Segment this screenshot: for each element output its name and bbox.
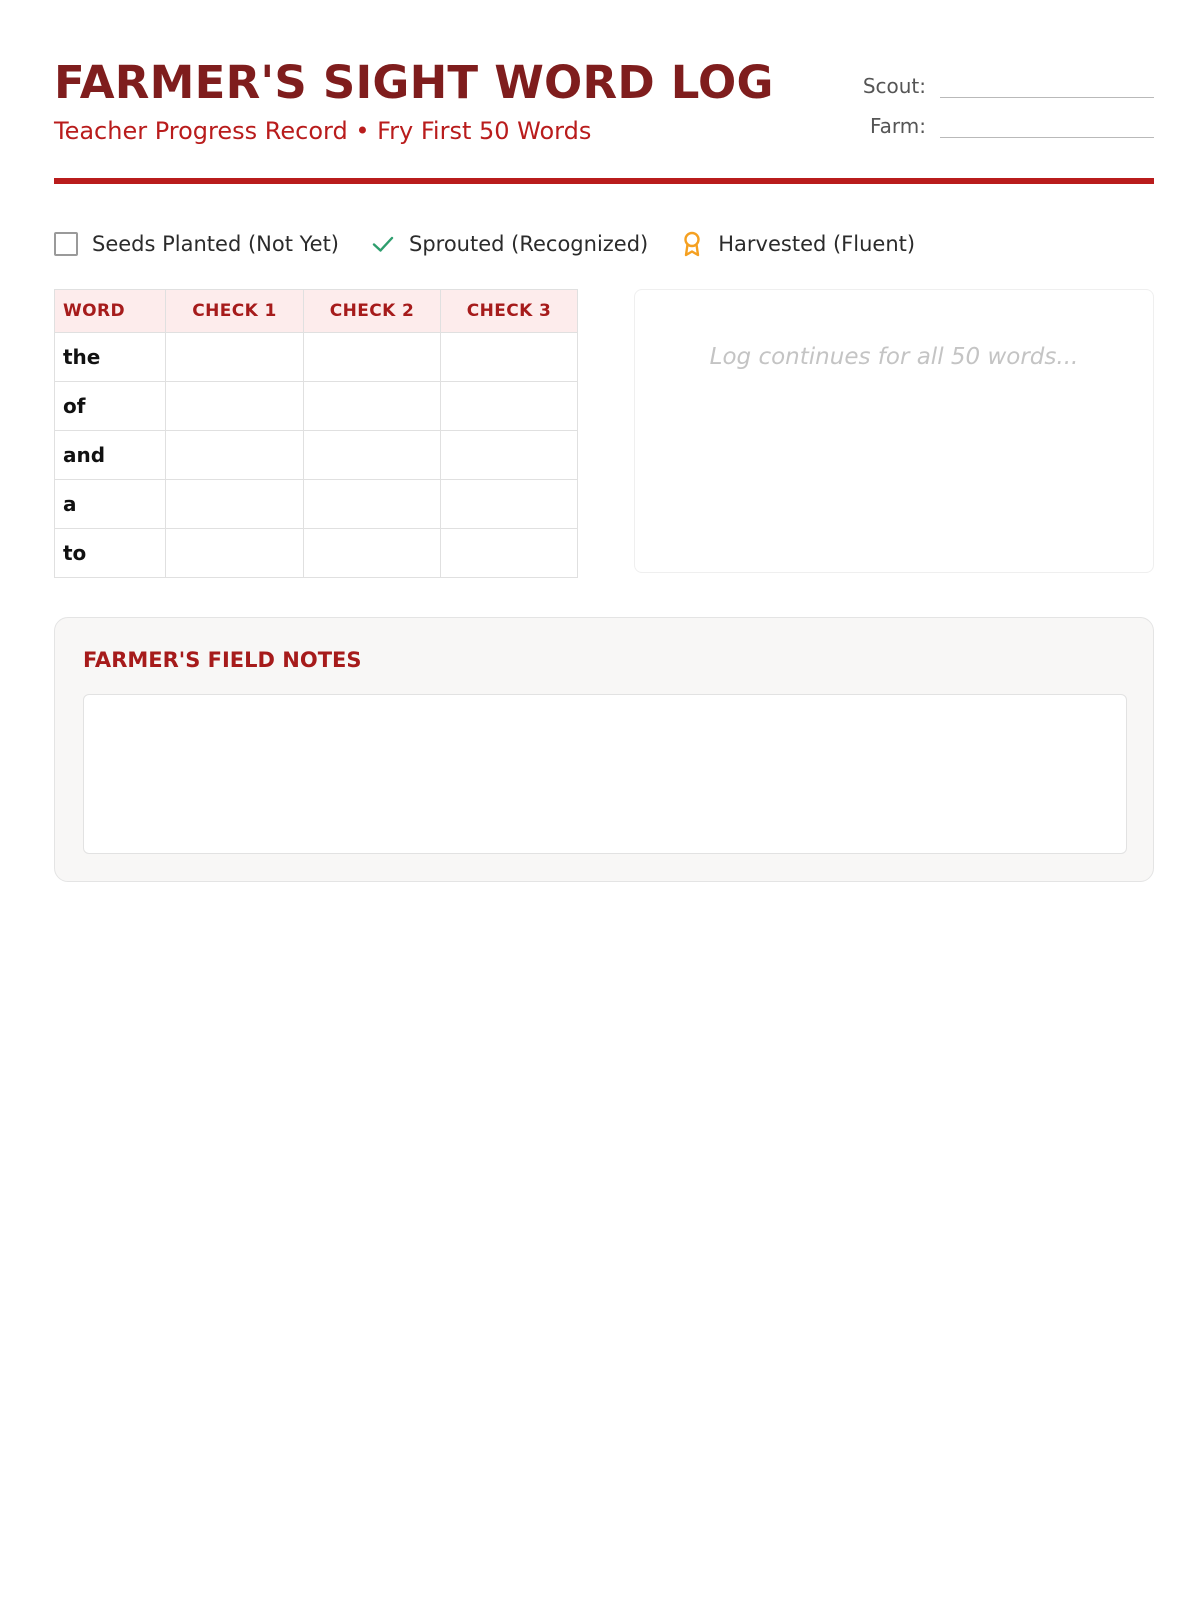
continuation-panel — [634, 289, 1154, 573]
check-3-cell[interactable] — [441, 529, 578, 578]
farm-field — [846, 106, 1154, 138]
legend — [54, 226, 945, 262]
check-3-cell[interactable] — [441, 333, 578, 382]
check-2-cell[interactable] — [304, 382, 441, 431]
checkbox-icon — [54, 232, 78, 256]
scout-input-line[interactable] — [940, 69, 1154, 98]
checkmark-icon — [369, 230, 397, 258]
legend-item-recognized — [369, 230, 648, 258]
legend-item-not-yet — [54, 232, 339, 256]
column-header-word: WORD — [55, 290, 166, 333]
page — [54, 0, 1154, 1600]
word-cell: of — [55, 382, 166, 431]
ribbon-icon — [678, 230, 706, 258]
table-row — [55, 382, 578, 431]
word-cell: the — [55, 333, 166, 382]
column-header-check-3: CHECK 3 — [441, 290, 578, 333]
word-cell: to — [55, 529, 166, 578]
field-notes-textarea[interactable] — [83, 694, 1127, 854]
check-2-cell[interactable] — [304, 480, 441, 529]
word-cell: and — [55, 431, 166, 480]
field-notes-title: FARMER'S FIELD NOTES — [83, 648, 362, 672]
check-1-cell[interactable] — [166, 480, 304, 529]
legend-item-fluent — [678, 230, 915, 258]
header — [54, 50, 1154, 185]
table-row — [55, 529, 578, 578]
check-3-cell[interactable] — [441, 480, 578, 529]
sight-word-table — [54, 289, 578, 578]
check-1-cell[interactable] — [166, 529, 304, 578]
column-header-check-1: CHECK 1 — [166, 290, 304, 333]
legend-label-fluent: Harvested (Fluent) — [718, 232, 916, 256]
check-3-cell[interactable] — [441, 431, 578, 480]
legend-label-recognized: Sprouted (Recognized) — [409, 232, 649, 256]
legend-label-not-yet: Seeds Planted (Not Yet) — [92, 232, 339, 256]
check-3-cell[interactable] — [441, 382, 578, 431]
farm-label: Farm: — [869, 114, 926, 138]
check-1-cell[interactable] — [166, 431, 304, 480]
table-header-row — [55, 290, 578, 333]
scout-field — [846, 66, 1154, 98]
check-2-cell[interactable] — [304, 333, 441, 382]
page-subtitle: Teacher Progress Record • Fry First 50 Words — [54, 117, 592, 145]
scout-label: Scout: — [862, 74, 926, 98]
check-2-cell[interactable] — [304, 529, 441, 578]
table-row — [55, 480, 578, 529]
table-row — [55, 333, 578, 382]
check-1-cell[interactable] — [166, 333, 304, 382]
field-notes-card — [54, 617, 1154, 882]
table-row — [55, 431, 578, 480]
word-cell: a — [55, 480, 166, 529]
farm-input-line[interactable] — [940, 109, 1154, 138]
continuation-note: Log continues for all 50 words... — [709, 344, 1079, 370]
page-title: FARMER'S SIGHT WORD LOG — [54, 56, 774, 109]
check-1-cell[interactable] — [166, 382, 304, 431]
header-divider — [54, 178, 1154, 184]
check-2-cell[interactable] — [304, 431, 441, 480]
column-header-check-2: CHECK 2 — [304, 290, 441, 333]
